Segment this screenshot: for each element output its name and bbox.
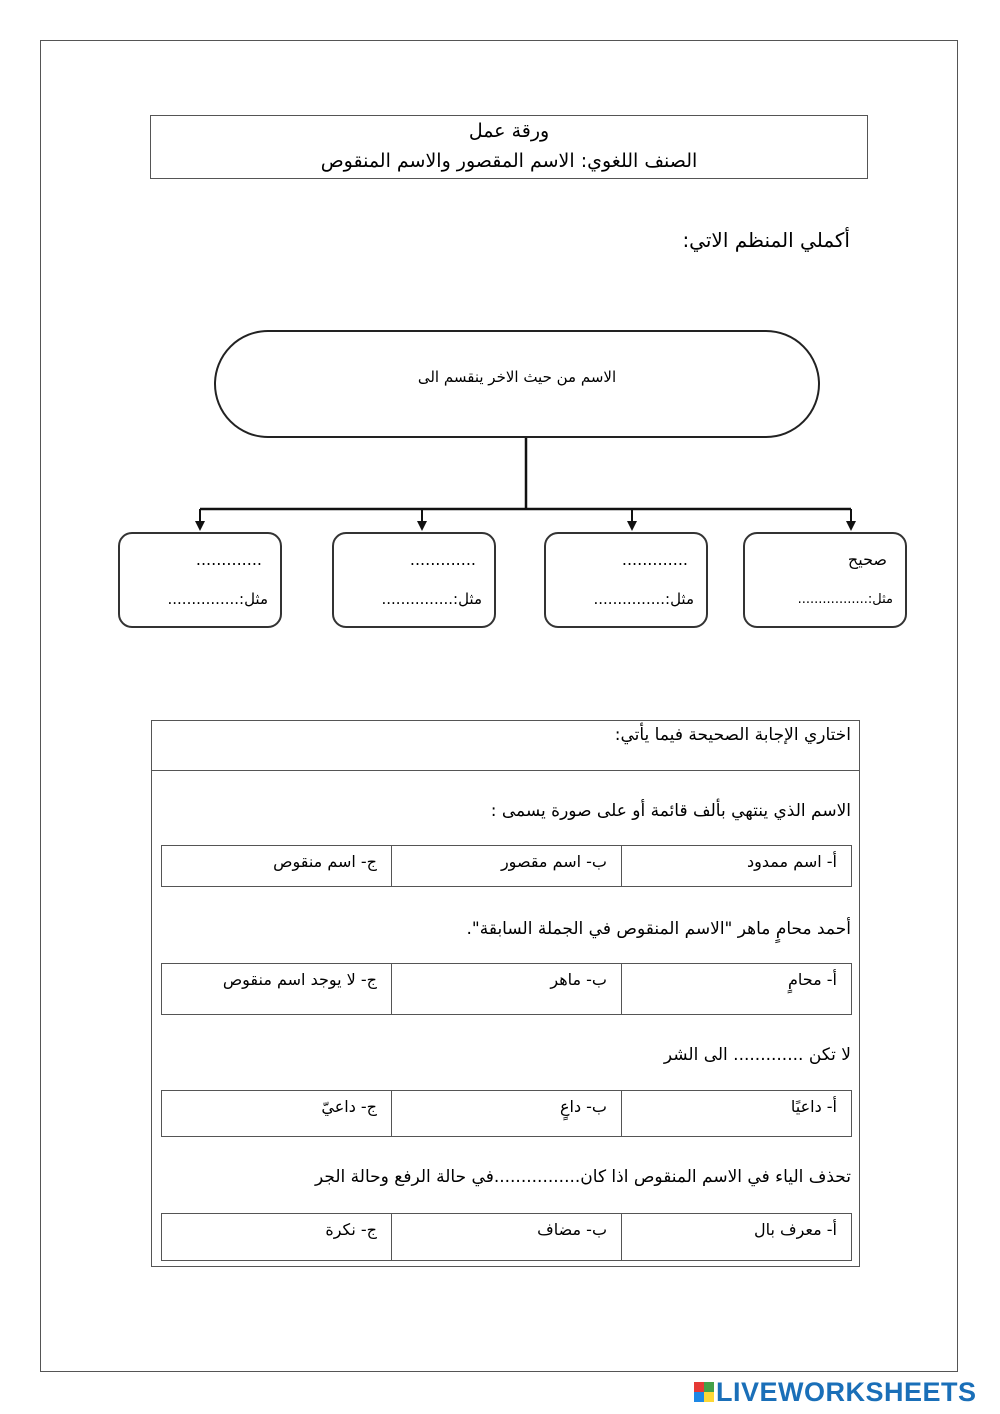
liveworksheets-logo[interactable]: [694, 1377, 977, 1407]
options-row-3: [161, 1090, 852, 1137]
option-label: ب- داعٍ: [559, 1097, 607, 1116]
multiple-choice-section: [151, 720, 860, 1267]
option-label: أ- اسم ممدود: [747, 852, 837, 871]
organizer-root-text: الاسم من حيث الاخر ينقسم الى: [417, 368, 617, 386]
options-row-1: [161, 845, 852, 887]
option-b[interactable]: [391, 1091, 621, 1136]
option-label: ب- مضاف: [537, 1220, 607, 1239]
option-a[interactable]: [621, 964, 851, 1014]
organizer-instruction: أكملي المنظم الاتي:: [682, 228, 850, 252]
title-box: [150, 115, 868, 179]
leaf-example[interactable]: مثل:...............: [593, 590, 694, 608]
leaf-name[interactable]: .............: [195, 550, 262, 569]
option-b[interactable]: [391, 964, 621, 1014]
option-label: ج- داعيّ: [321, 1097, 377, 1116]
option-label: ج- لا يوجد اسم منقوص: [222, 970, 377, 989]
option-a[interactable]: [621, 846, 851, 886]
quiz-instruction: اختاري الإجابة الصحيحة فيما يأتي:: [614, 725, 851, 745]
option-label: أ- داعيًا: [790, 1097, 837, 1116]
worksheet-subtitle: الصنف اللغوي: الاسم المقصور والاسم المنقوص: [320, 150, 698, 172]
options-row-2: [161, 963, 852, 1015]
leaf-name: صحيح: [847, 550, 887, 569]
question-2: أحمد محامٍ ماهر "الاسم المنقوص في الجملة السابقة".: [466, 919, 851, 939]
leaf-example[interactable]: مثل:...............: [381, 590, 482, 608]
option-label: ج- اسم منقوص: [273, 852, 377, 871]
leaf-name[interactable]: .............: [409, 550, 476, 569]
option-b[interactable]: [391, 846, 621, 886]
logo-text: LIVEWORKSHEETS: [716, 1376, 977, 1407]
organizer-leaf-4: [118, 532, 282, 628]
option-b[interactable]: [391, 1214, 621, 1260]
leaf-example[interactable]: مثل:...............: [167, 590, 268, 608]
leaf-name[interactable]: .............: [621, 550, 688, 569]
options-row-4: [161, 1213, 852, 1261]
organizer-root-node: [214, 330, 820, 438]
option-label: أ- محامٍ: [788, 970, 837, 989]
organizer-leaf-sahih: [743, 532, 907, 628]
leaf-example: مثل:.................: [797, 592, 893, 607]
question-1: الاسم الذي ينتهي بألف قائمة أو على صورة يسمى :: [490, 801, 851, 821]
option-c[interactable]: [162, 964, 391, 1014]
worksheet-title: ورقة عمل: [468, 120, 550, 142]
option-label: أ- معرف بال: [753, 1220, 837, 1239]
option-c[interactable]: [162, 846, 391, 886]
option-c[interactable]: [162, 1214, 391, 1260]
quiz-header: [152, 721, 859, 771]
option-a[interactable]: [621, 1091, 851, 1136]
option-label: ج- نكرة: [325, 1220, 377, 1239]
organizer-leaf-2: [544, 532, 708, 628]
question-4: تحذف الياء في الاسم المنقوص اذا كان................في حالة الرفع وحالة الجر: [315, 1167, 851, 1187]
question-3: لا تكن ............. الى الشر: [663, 1045, 851, 1065]
option-a[interactable]: [621, 1214, 851, 1260]
liveworksheets-mark-icon: [694, 1382, 714, 1402]
option-c[interactable]: [162, 1091, 391, 1136]
option-label: ب- ماهر: [550, 970, 607, 989]
organizer-leaf-3: [332, 532, 496, 628]
option-label: ب- اسم مقصور: [500, 852, 607, 871]
